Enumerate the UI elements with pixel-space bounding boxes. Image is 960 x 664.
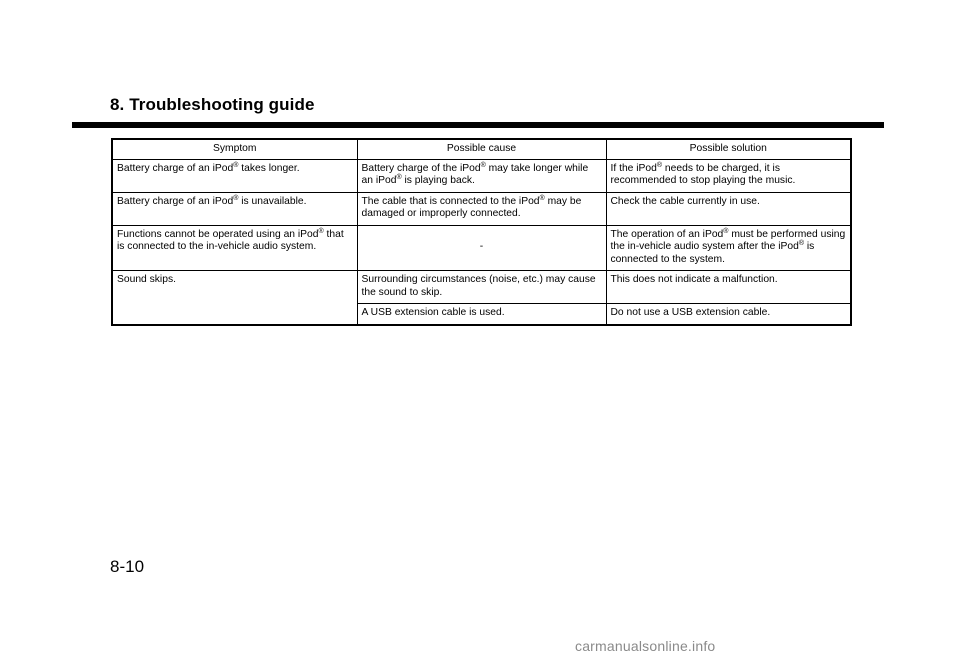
solution-cell: Do not use a USB extension cable. <box>606 304 851 325</box>
header-possible-cause: Possible cause <box>357 139 606 159</box>
cause-cell: A USB extension cable is used. <box>357 304 606 325</box>
solution-cell: The operation of an iPod® must be performed using the in-vehicle audio system after the iPod® is connected to the system. <box>606 225 851 271</box>
cause-cell: Surrounding circumstances (noise, etc.) may cause the sound to skip. <box>357 271 606 304</box>
solution-cell: Check the cable currently in use. <box>606 192 851 225</box>
table-row <box>112 159 851 192</box>
page-title: 8. Troubleshooting guide <box>110 95 315 114</box>
page-number: 8-10 <box>110 557 145 576</box>
symptom-cell: Battery charge of an iPod® is unavailable. <box>112 192 357 225</box>
table-row <box>112 225 851 271</box>
symptom-cell: Functions cannot be operated using an iPod® that is connected to the in-vehicle audio system. <box>112 225 357 271</box>
header-symptom: Symptom <box>112 139 357 159</box>
table-header-row <box>112 139 851 159</box>
cause-cell: - <box>357 225 606 271</box>
cause-cell: Battery charge of the iPod® may take longer while an iPod® is playing back. <box>357 159 606 192</box>
solution-cell: If the iPod® needs to be charged, it is recommended to stop playing the music. <box>606 159 851 192</box>
cause-cell: The cable that is connected to the iPod® may be damaged or improperly connected. <box>357 192 606 225</box>
table-row <box>112 192 851 225</box>
watermark: carmanualsonline.info <box>575 638 716 654</box>
troubleshooting-table <box>111 138 852 326</box>
solution-cell: This does not indicate a malfunction. <box>606 271 851 304</box>
symptom-cell: Sound skips. <box>112 271 357 325</box>
symptom-cell: Battery charge of an iPod® takes longer. <box>112 159 357 192</box>
table-row <box>112 271 851 304</box>
title-rule <box>72 122 884 128</box>
header-possible-solution: Possible solution <box>606 139 851 159</box>
